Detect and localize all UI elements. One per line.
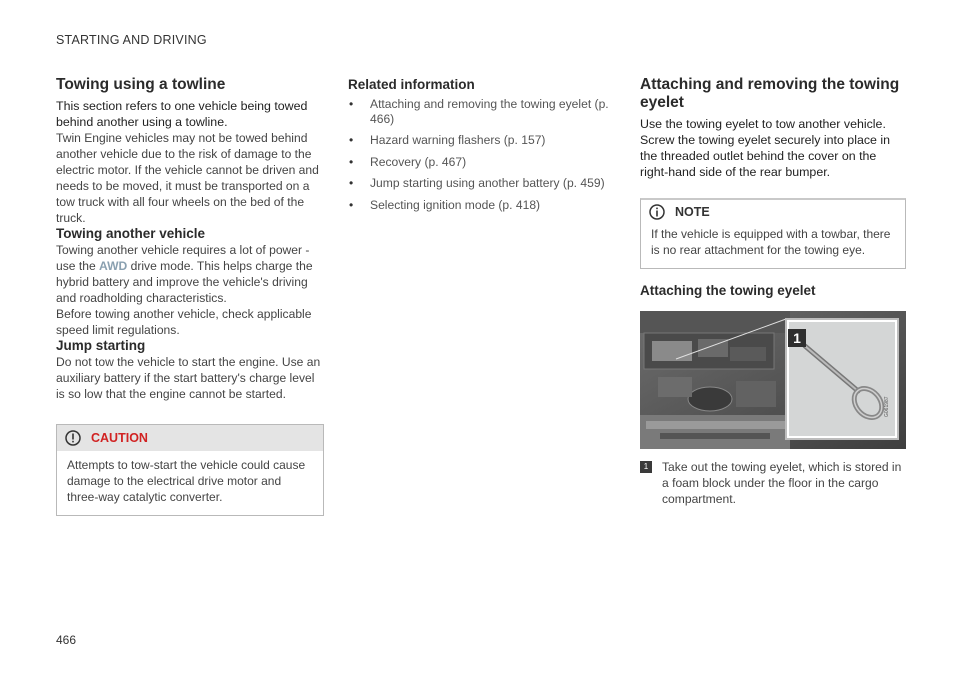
section-lead: This section refers to one vehicle being towed behind another using a towline.	[56, 99, 308, 129]
bullet: •	[349, 197, 354, 212]
column-towline	[56, 76, 324, 516]
bullet: •	[349, 133, 354, 147]
towing-paragraph: Towing another vehicle requires a lot of power - use the AWD drive mode. This helps charge the hybrid battery and improve the vehicle's driving and roadholding characteristics.	[56, 243, 313, 305]
bullet: •	[349, 97, 354, 111]
related-heading: Related information	[348, 77, 475, 92]
awd-mode-label: AWD	[99, 259, 128, 273]
page-number: 466	[56, 633, 77, 647]
step-1	[640, 459, 906, 507]
related-link[interactable]: • Jump starting using another battery (p. 459)	[349, 176, 605, 190]
caution-label: CAUTION	[91, 431, 148, 445]
attaching-heading: Attaching the towing eyelet	[640, 283, 816, 298]
bullet: •	[349, 154, 354, 169]
note-box	[640, 198, 906, 269]
related-link[interactable]: • Attaching and removing the towing eyelet (p. 466)	[349, 97, 609, 126]
figure-code: G061987	[884, 396, 890, 417]
running-header: STARTING AND DRIVING	[56, 33, 207, 47]
step-number: 1	[640, 461, 652, 473]
related-list	[348, 97, 610, 212]
bullet: •	[349, 176, 354, 190]
towing-eyelet-illustration	[640, 311, 906, 449]
note-label: NOTE	[675, 205, 710, 219]
related-link[interactable]: • Recovery (p. 467)	[349, 154, 467, 169]
note-header	[641, 200, 905, 224]
eyelet-title: Attaching and removing the towing eyelet	[640, 76, 900, 111]
section-title: Towing using a towline	[56, 76, 226, 93]
note-text: If the vehicle is equipped with a towbar, there is no rear attachment for the towing eye.	[651, 227, 891, 257]
column-towing-eyelet	[640, 76, 906, 507]
step-text: Take out the towing eyelet, which is stored in a foam block under the floor in the cargo compartment.	[662, 460, 902, 506]
towing-heading: Towing another vehicle	[56, 226, 206, 241]
column-related	[348, 76, 610, 219]
caution-text: Attempts to tow-start the vehicle could cause damage to the electrical drive motor and three-way catalytic converter.	[67, 458, 306, 504]
jump-heading: Jump starting	[56, 338, 146, 353]
jump-paragraph: Do not tow the vehicle to start the engine. Use an auxiliary battery if the start battery's charge level is so low that the engine cannot be started.	[56, 355, 321, 401]
cargo-photo	[640, 311, 906, 449]
related-link[interactable]: • Selecting ignition mode (p. 418)	[349, 197, 541, 212]
caution-header	[57, 425, 323, 451]
twin-engine-paragraph: Twin Engine vehicles may not be towed behind another vehicle due to the risk of damage to the electric motor. If the vehicle cannot be driven and needs to be moved, it must be transported on a tow truck with all four wheels on the bed of the truck.	[56, 131, 319, 225]
warning-icon	[65, 430, 81, 446]
eyelet-lead: Use the towing eyelet to tow another vehicle. Screw the towing eyelet securely into place in the threaded outlet behind the cover on the right-hand side of the rear bumper.	[640, 117, 891, 179]
figure-callout-number: 1	[788, 329, 806, 347]
speed-limit-paragraph: Before towing another vehicle, check applicable speed limit regulations.	[56, 307, 312, 337]
info-icon	[649, 204, 665, 220]
caution-box	[56, 424, 324, 516]
related-link[interactable]: • Hazard warning flashers (p. 157)	[349, 133, 546, 147]
